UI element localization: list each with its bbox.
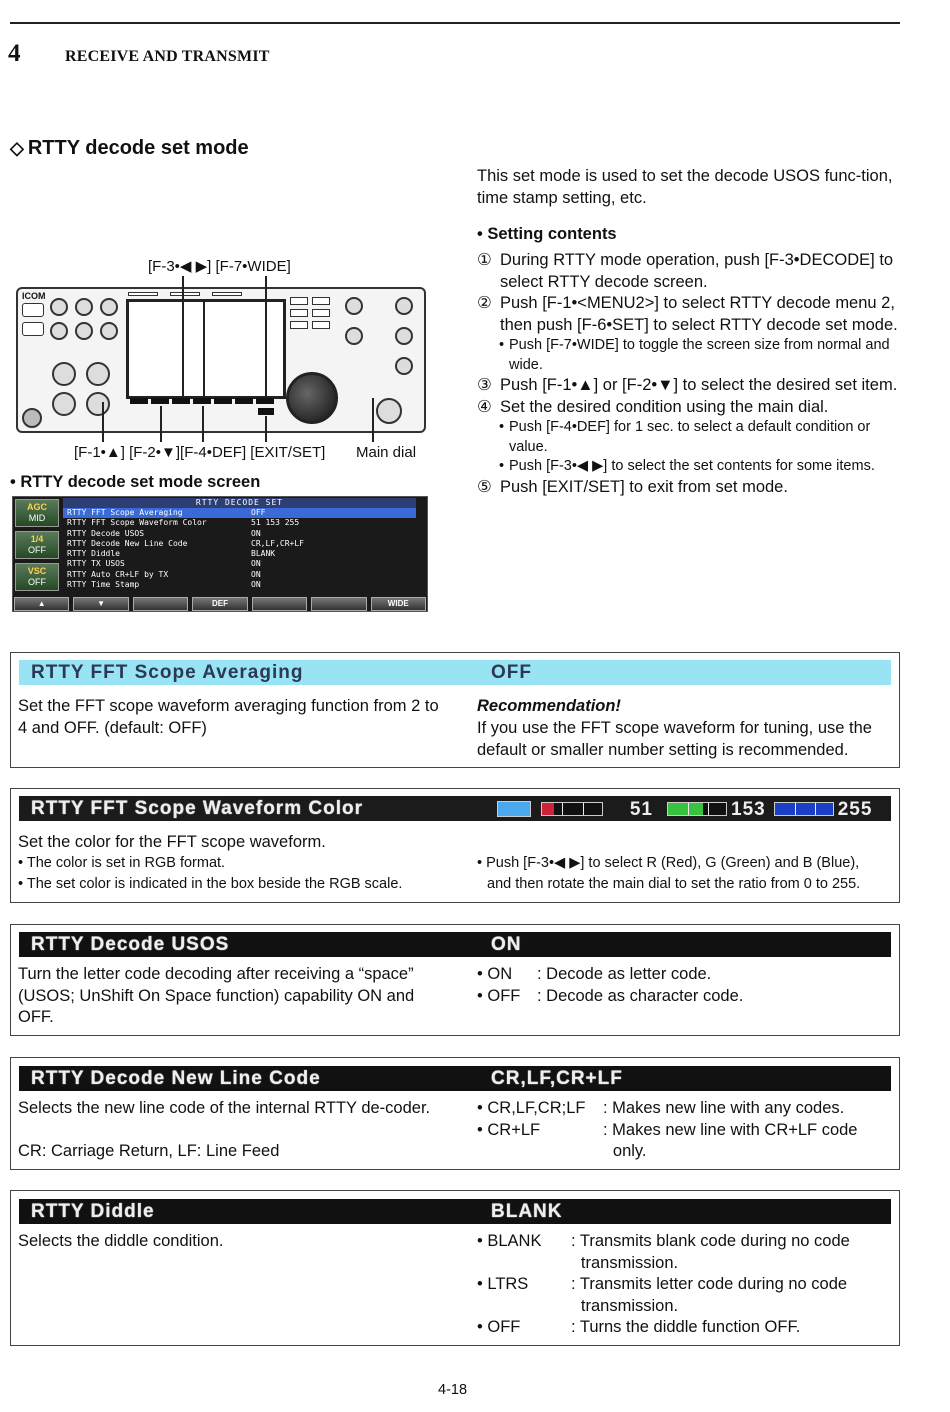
waveform-instruction-2: and then rotate the main dial to set the ratio from 0 to 255. bbox=[487, 876, 861, 892]
small-knob bbox=[50, 322, 68, 340]
f4-key bbox=[193, 398, 211, 404]
setting-step bbox=[477, 293, 900, 336]
small-knob bbox=[345, 327, 363, 345]
brand-logo: ICOM bbox=[22, 291, 46, 301]
setting-steps bbox=[477, 250, 900, 498]
main-dial bbox=[286, 372, 338, 424]
newline-box bbox=[10, 1057, 900, 1170]
microphone-connector-icon bbox=[22, 408, 42, 428]
option-row bbox=[477, 1120, 893, 1163]
waveform-note-2: • The set color is indicated in the box beside the RGB scale. bbox=[18, 876, 403, 892]
blue-scale bbox=[774, 802, 834, 816]
small-knob bbox=[395, 327, 413, 345]
screen-side-button[interactable]: VSC OFF bbox=[15, 563, 59, 591]
item-name: RTTY Decode New Line Code bbox=[31, 1068, 321, 1089]
panel-button bbox=[312, 297, 330, 305]
option-key: • CR+LF bbox=[477, 1120, 541, 1139]
waveform-instruction-1: • Push [F-3•◀ ▶] to select R (Red), G (Green) and B (Blue), bbox=[477, 855, 860, 871]
bullet: • bbox=[499, 458, 505, 474]
small-knob bbox=[75, 298, 93, 316]
display-divider bbox=[203, 299, 205, 399]
small-knob bbox=[50, 298, 68, 316]
f7-key bbox=[256, 398, 274, 404]
waveform-description: Set the color for the FFT scope waveform. bbox=[18, 833, 326, 851]
item-value: CR,LF,CR+LF bbox=[491, 1068, 623, 1089]
bullet: • bbox=[499, 337, 505, 353]
pointer-line bbox=[265, 276, 267, 398]
screen-function-key-2[interactable]: ▼ bbox=[73, 597, 128, 611]
screen-row-item: RTTY Time Stamp bbox=[67, 580, 140, 590]
screen-row[interactable] bbox=[63, 508, 416, 518]
option-row bbox=[477, 1274, 893, 1317]
screen-row-item: RTTY FFT Scope Averaging bbox=[67, 508, 183, 517]
usos-description: Turn the letter code decoding after receiving a “space” (USOS; UnShift On Space function) capability ON and OFF. bbox=[18, 965, 415, 1026]
small-knob bbox=[376, 398, 402, 424]
item-value: OFF bbox=[491, 662, 532, 683]
item-name: RTTY FFT Scope Waveform Color bbox=[31, 798, 363, 819]
screen-function-keys bbox=[12, 597, 428, 611]
option-row bbox=[477, 1231, 893, 1274]
item-value: BLANK bbox=[491, 1201, 563, 1222]
pointer-line bbox=[202, 406, 204, 442]
setting-step bbox=[477, 477, 900, 499]
screen-row-value: ON bbox=[251, 580, 261, 590]
panel-button bbox=[22, 303, 44, 317]
diddle-bar bbox=[19, 1199, 891, 1224]
option-desc: : Transmits letter code during no code transmission. bbox=[571, 1275, 848, 1315]
option-desc: : Makes new line with CR+LF code only. bbox=[603, 1120, 858, 1160]
setting-contents-heading: • Setting contents bbox=[477, 225, 617, 243]
usos-box bbox=[10, 924, 900, 1036]
waveform-color-bar bbox=[19, 796, 891, 821]
screen-row-item: RTTY FFT Scope Waveform Color bbox=[67, 518, 207, 528]
intro-text: This set mode is used to set the decode USOS func-tion, time stamp setting, etc. bbox=[477, 167, 893, 207]
f6-key bbox=[235, 398, 253, 404]
screen-row-item: RTTY Auto CR+LF by TX bbox=[67, 569, 169, 579]
screen-table bbox=[63, 498, 416, 590]
f3-key bbox=[172, 398, 190, 404]
option-desc: : Transmits blank code during no code transmission. bbox=[571, 1232, 850, 1272]
chapter-number: 4 bbox=[8, 40, 21, 67]
panel-button bbox=[312, 309, 330, 317]
panel-button bbox=[290, 297, 308, 305]
screen-row[interactable] bbox=[63, 518, 416, 528]
screen-function-key-5[interactable] bbox=[252, 597, 307, 611]
step-number: ② bbox=[477, 294, 492, 312]
screen-title: RTTY DECODE SET bbox=[63, 498, 416, 508]
step-note bbox=[477, 418, 900, 457]
recommendation-title: Recommendation! bbox=[477, 697, 621, 715]
panel-button bbox=[128, 292, 158, 296]
step-note-text: Push [F-4•DEF] for 1 sec. to select a default condition or value. bbox=[509, 419, 871, 455]
panel-button bbox=[290, 309, 308, 317]
pointer-line bbox=[372, 398, 374, 442]
option-row bbox=[477, 964, 893, 986]
step-text: Push [F-1•▲] or [F-2•▼] to select the desired set item. bbox=[500, 376, 898, 394]
screen-row[interactable] bbox=[63, 580, 416, 590]
pointer-line bbox=[265, 416, 267, 442]
option-desc: : Decode as character code. bbox=[537, 986, 744, 1005]
step-number: ① bbox=[477, 251, 492, 269]
usos-bar bbox=[19, 932, 891, 957]
item-name: RTTY FFT Scope Averaging bbox=[31, 662, 304, 683]
green-value: 153 bbox=[731, 798, 766, 820]
screen-row-value: ON bbox=[251, 569, 261, 579]
screen-row[interactable] bbox=[63, 529, 416, 539]
diddle-box bbox=[10, 1190, 900, 1346]
option-desc: : Makes new line with any codes. bbox=[603, 1099, 845, 1117]
usos-options bbox=[477, 964, 893, 1007]
step-note bbox=[477, 336, 900, 375]
panel-button bbox=[312, 321, 330, 329]
pointer-line bbox=[182, 276, 184, 398]
step-text: During RTTY mode operation, push [F-3•DECODE] to select RTTY decode screen. bbox=[500, 251, 894, 291]
item-name: RTTY Diddle bbox=[31, 1201, 155, 1222]
screen-function-key-7[interactable]: WIDE bbox=[371, 597, 426, 611]
diagram-top-label: [F-3•◀ ▶] [F-7•WIDE] bbox=[148, 258, 291, 275]
option-key: • OFF bbox=[477, 986, 521, 1005]
option-key: • ON bbox=[477, 965, 513, 983]
newline-options bbox=[477, 1098, 893, 1163]
averaging-bar bbox=[19, 660, 891, 685]
f5-key bbox=[214, 398, 232, 404]
step-note-text: Push [F-3•◀ ▶] to select the set contents for some items. bbox=[509, 458, 875, 474]
screen-row[interactable] bbox=[63, 559, 416, 569]
panel-button bbox=[290, 321, 308, 329]
screen-row-value: CR,LF,CR+LF bbox=[251, 538, 304, 548]
option-key: • BLANK bbox=[477, 1232, 542, 1250]
side-button-value: OFF bbox=[28, 545, 46, 555]
small-knob bbox=[52, 392, 76, 416]
step-note bbox=[477, 457, 900, 477]
option-key: • LTRS bbox=[477, 1275, 529, 1293]
newline-description: Selects the new line code of the internal RTTY de-coder. bbox=[18, 1099, 431, 1117]
small-knob bbox=[52, 362, 76, 386]
section-title bbox=[10, 137, 249, 160]
screen-side-button[interactable]: AGC MID bbox=[15, 499, 59, 527]
chapter-title: RECEIVE AND TRANSMIT bbox=[65, 48, 270, 65]
rgb-scale bbox=[497, 799, 872, 819]
option-key: • CR,LF,CR;LF bbox=[477, 1099, 586, 1117]
small-knob bbox=[86, 392, 110, 416]
screen-row-value: ON bbox=[251, 528, 261, 538]
screen-side-buttons bbox=[15, 499, 59, 595]
diddle-options bbox=[477, 1231, 893, 1339]
setting-step bbox=[477, 397, 900, 419]
screen-function-key-4[interactable]: DEF bbox=[192, 597, 247, 611]
f1-key bbox=[130, 398, 148, 404]
option-desc: : Turns the diddle function OFF. bbox=[571, 1318, 801, 1336]
newline-bar bbox=[19, 1066, 891, 1091]
option-row bbox=[477, 1317, 893, 1339]
item-name: RTTY Decode USOS bbox=[31, 934, 230, 955]
screen-row-value: OFF bbox=[251, 508, 266, 517]
step-number: ⑤ bbox=[477, 477, 492, 496]
pointer-line bbox=[160, 406, 162, 442]
step-text: Push [EXIT/SET] to exit from set mode. bbox=[500, 477, 788, 496]
main-dial-label: Main dial bbox=[356, 444, 417, 461]
option-row bbox=[477, 986, 893, 1008]
option-row bbox=[477, 1098, 893, 1120]
waveform-color-box bbox=[10, 788, 900, 903]
screen-row[interactable] bbox=[63, 539, 416, 549]
setting-step bbox=[477, 250, 900, 293]
exit-set-key bbox=[258, 408, 274, 415]
waveform-note-1: • The color is set in RGB format. bbox=[18, 855, 226, 871]
screen-row-item: RTTY Decode New Line Code bbox=[67, 538, 188, 548]
small-knob bbox=[75, 322, 93, 340]
step-text: Push [F-1•<MENU2>] to select RTTY decode menu 2, then push [F-6•SET] to select RTTY decode set mode. bbox=[500, 294, 898, 334]
diamond-icon: ◇ bbox=[10, 138, 24, 158]
averaging-description: Set the FFT scope waveform averaging function from 2 to 4 and OFF. (default: OFF) bbox=[18, 697, 439, 737]
screen-row-value: ON bbox=[251, 559, 261, 569]
option-key: • OFF bbox=[477, 1318, 521, 1336]
blue-value: 255 bbox=[837, 798, 873, 820]
screen-function-key-3[interactable] bbox=[133, 597, 188, 611]
header-rule bbox=[10, 22, 900, 24]
side-button-value: MID bbox=[28, 513, 46, 523]
step-number: ④ bbox=[477, 397, 492, 416]
bullet: • bbox=[499, 419, 505, 435]
screen-heading: • RTTY decode set mode screen bbox=[10, 473, 261, 491]
pointer-line bbox=[102, 402, 104, 442]
setting-step bbox=[477, 375, 900, 397]
step-text: Set the desired condition using the main dial. bbox=[500, 397, 829, 416]
screen-row-item: RTTY TX USOS bbox=[67, 559, 125, 569]
newline-legend: CR: Carriage Return, LF: Line Feed bbox=[18, 1142, 280, 1160]
page-number: 4-18 bbox=[438, 1382, 468, 1398]
panel-button bbox=[212, 292, 242, 296]
red-value: 51 bbox=[629, 798, 653, 820]
section-title-text: RTTY decode set mode bbox=[27, 137, 249, 159]
f2-key bbox=[151, 398, 169, 404]
diagram-bottom-label: [F-1•▲] [F-2•▼][F-4•DEF] [EXIT/SET] bbox=[74, 444, 326, 461]
green-scale bbox=[667, 802, 727, 816]
screen-row[interactable] bbox=[63, 570, 416, 580]
screen-row-value: 51 153 255 bbox=[251, 518, 300, 528]
small-knob bbox=[395, 357, 413, 375]
screen-side-button[interactable]: 1/4 OFF bbox=[15, 531, 59, 559]
screen-row-value: BLANK bbox=[251, 549, 276, 559]
color-swatch bbox=[497, 801, 531, 817]
panel-button bbox=[170, 292, 200, 296]
screen-row-item: RTTY Decode USOS bbox=[67, 528, 145, 538]
side-button-value: OFF bbox=[28, 577, 46, 587]
small-knob bbox=[345, 297, 363, 315]
screen-row-item: RTTY Diddle bbox=[67, 549, 120, 559]
screen-row[interactable] bbox=[63, 549, 416, 559]
step-note-text: Push [F-7•WIDE] to toggle the screen size from normal and wide. bbox=[509, 337, 890, 373]
screen-function-key-6[interactable] bbox=[311, 597, 366, 611]
step-number: ③ bbox=[477, 376, 492, 394]
option-desc: : Decode as letter code. bbox=[537, 965, 712, 983]
panel-button bbox=[22, 322, 44, 336]
screen-function-key-1[interactable]: ▲ bbox=[14, 597, 69, 611]
small-knob bbox=[100, 322, 118, 340]
small-knob bbox=[86, 362, 110, 386]
small-knob bbox=[100, 298, 118, 316]
red-scale bbox=[541, 802, 603, 816]
small-knob bbox=[395, 297, 413, 315]
item-value: ON bbox=[491, 934, 522, 955]
recommendation-text: If you use the FFT scope waveform for tuning, use the default or smaller number setting is recommended. bbox=[477, 719, 872, 759]
diddle-description: Selects the diddle condition. bbox=[18, 1232, 224, 1250]
averaging-box bbox=[10, 652, 900, 768]
radio-display bbox=[126, 299, 286, 399]
